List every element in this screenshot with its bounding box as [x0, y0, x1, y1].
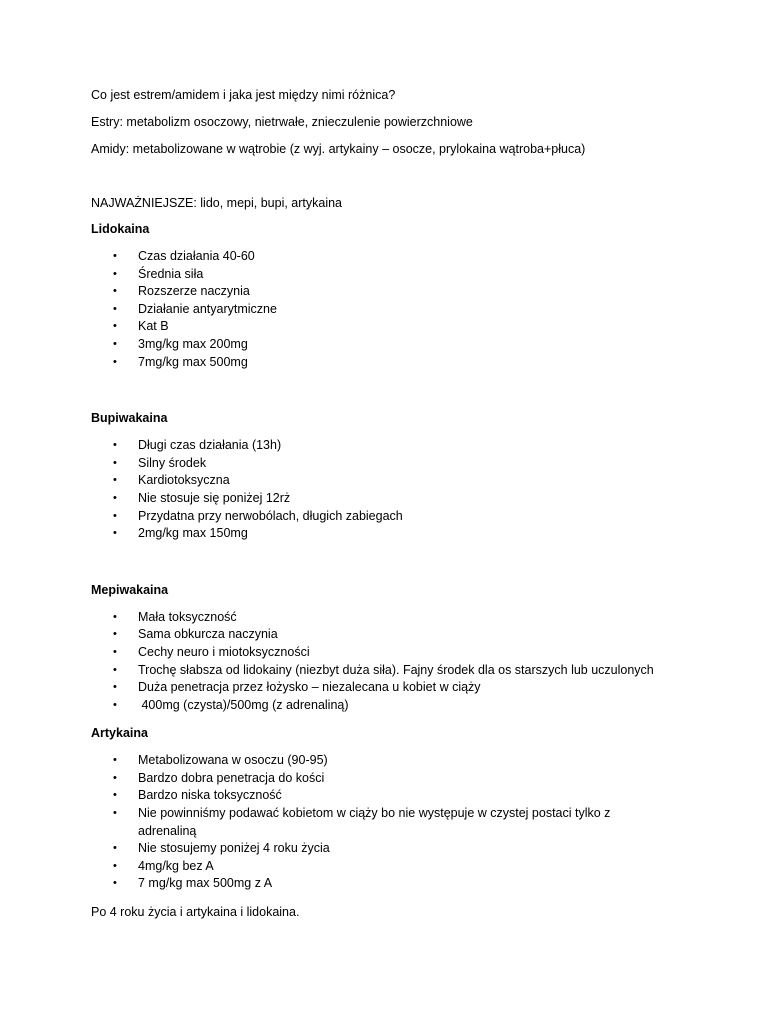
bullet-icon: •	[113, 645, 117, 658]
list-item	[91, 283, 691, 301]
list-item	[91, 644, 691, 662]
list-item-text: 7 mg/kg max 500mg z A	[138, 876, 273, 891]
artykaina-list	[91, 752, 691, 893]
list-item-text: Sama obkurcza naczynia	[138, 627, 278, 642]
list-item	[91, 875, 691, 893]
list-item	[91, 508, 691, 526]
list-item-text: Nie stosuje się poniżej 12rż	[138, 490, 291, 505]
list-item	[91, 609, 691, 627]
bullet-icon: •	[113, 681, 117, 694]
bullet-icon: •	[113, 285, 117, 298]
bupiwakaina-list	[91, 437, 691, 543]
list-item	[91, 336, 691, 354]
bullet-icon: •	[113, 320, 117, 333]
list-item-text: Czas działania 40-60	[138, 249, 255, 263]
bullet-icon: •	[113, 807, 117, 820]
list-item-text: Przydatna przy nerwobólach, długich zabiegach	[138, 508, 403, 523]
list-item-text: Średnia siła	[138, 266, 204, 281]
list-item-text: Działanie antyarytmiczne	[138, 301, 277, 316]
list-item-text: Rozszerze naczynia	[138, 284, 250, 299]
list-item	[91, 490, 691, 508]
bullet-icon: •	[113, 474, 117, 487]
list-item-text: Trochę słabsza od lidokainy (niezbyt duża siła). Fajny środek dla os starszych lub uczulonych	[138, 662, 654, 677]
list-item-text: 400mg (czysta)/500mg (z adrenaliną)	[138, 697, 349, 712]
bullet-icon: •	[113, 509, 117, 522]
list-item-text: 2mg/kg max 150mg	[138, 526, 248, 541]
bullet-icon: •	[113, 456, 117, 469]
mepiwakaina-list	[91, 609, 691, 715]
bullet-icon: •	[113, 842, 117, 855]
section-heading-mepiwakaina: Mepiwakaina	[91, 582, 169, 597]
list-item	[91, 318, 691, 336]
bullet-icon: •	[113, 355, 117, 368]
bullet-icon: •	[113, 698, 117, 711]
list-item-text: Silny środek	[138, 455, 207, 470]
list-item-text: Kardiotoksyczna	[138, 473, 230, 488]
list-item	[91, 805, 638, 840]
list-item-text: Kat B	[138, 319, 169, 334]
list-item	[91, 858, 691, 876]
list-item-text: Długi czas działania (13h)	[138, 438, 282, 453]
bullet-icon: •	[113, 789, 117, 802]
list-item	[91, 787, 691, 805]
list-item-text: Metabolizowana w osoczu (90-95)	[138, 753, 328, 768]
list-item	[91, 697, 691, 715]
list-item-text: Cechy neuro i miotoksyczności	[138, 644, 310, 659]
list-item	[91, 455, 691, 473]
bullet-icon: •	[113, 527, 117, 540]
list-item-text: Nie stosujemy poniżej 4 roku życia	[138, 841, 330, 856]
list-item	[91, 662, 691, 680]
list-item	[91, 679, 691, 697]
list-item-text: 4mg/kg bez A	[138, 858, 214, 873]
esters-definition: Estry: metabolizm osoczowy, nietrwałe, znieczulenie powierzchniowe	[91, 115, 473, 129]
bullet-icon: •	[113, 628, 117, 641]
list-item	[91, 301, 691, 319]
bullet-icon: •	[113, 337, 117, 350]
list-item-text: Mała toksyczność	[138, 609, 237, 624]
bullet-icon: •	[113, 302, 117, 315]
bullet-icon: •	[113, 250, 117, 262]
list-item-text: 7mg/kg max 500mg	[138, 354, 248, 369]
list-item	[91, 770, 691, 788]
document-page	[91, 86, 691, 921]
list-item	[91, 525, 691, 543]
bullet-icon: •	[113, 267, 117, 280]
list-item-text: 3mg/kg max 200mg	[138, 336, 248, 351]
lidokaina-list	[91, 248, 691, 371]
list-item	[91, 752, 691, 770]
section-heading-lidokaina: Lidokaina	[91, 222, 150, 236]
section-heading-artykaina: Artykaina	[91, 726, 148, 741]
intro-question: Co jest estrem/amidem i jaka jest między nimi różnica?	[91, 88, 396, 102]
amides-definition: Amidy: metabolizowane w wątrobie (z wyj. artykainy – osocze, prylokaina wątroba+płuca)	[91, 142, 586, 156]
list-item-text: Nie powinniśmy podawać kobietom w ciąży bo nie występuje w czystej postaci tylko z adrenaliną	[138, 806, 611, 838]
footer-note: Po 4 roku życia i artykaina i lidokaina.	[91, 905, 300, 920]
list-item	[91, 354, 691, 372]
section-heading-bupiwakaina: Bupiwakaina	[91, 411, 168, 426]
list-item	[91, 248, 691, 266]
list-item	[91, 472, 691, 490]
bullet-icon: •	[113, 771, 117, 784]
list-item-text: Duża penetracja przez łożysko – niezalecana u kobiet w ciąży	[138, 680, 481, 695]
bullet-icon: •	[113, 877, 117, 890]
bullet-icon: •	[113, 754, 117, 767]
list-item-text: Bardzo niska toksyczność	[138, 788, 282, 803]
list-item	[91, 266, 691, 284]
bullet-icon: •	[113, 663, 117, 676]
bullet-icon: •	[113, 491, 117, 504]
list-item	[91, 626, 691, 644]
list-item-text: Bardzo dobra penetracja do kości	[138, 770, 325, 785]
bullet-icon: •	[113, 439, 117, 452]
bullet-icon: •	[113, 610, 117, 623]
bullet-icon: •	[113, 859, 117, 872]
most-important-line: NAJWAŻNIEJSZE: lido, mepi, bupi, artykaina	[91, 196, 343, 210]
list-item	[91, 840, 691, 858]
list-item	[91, 437, 691, 455]
